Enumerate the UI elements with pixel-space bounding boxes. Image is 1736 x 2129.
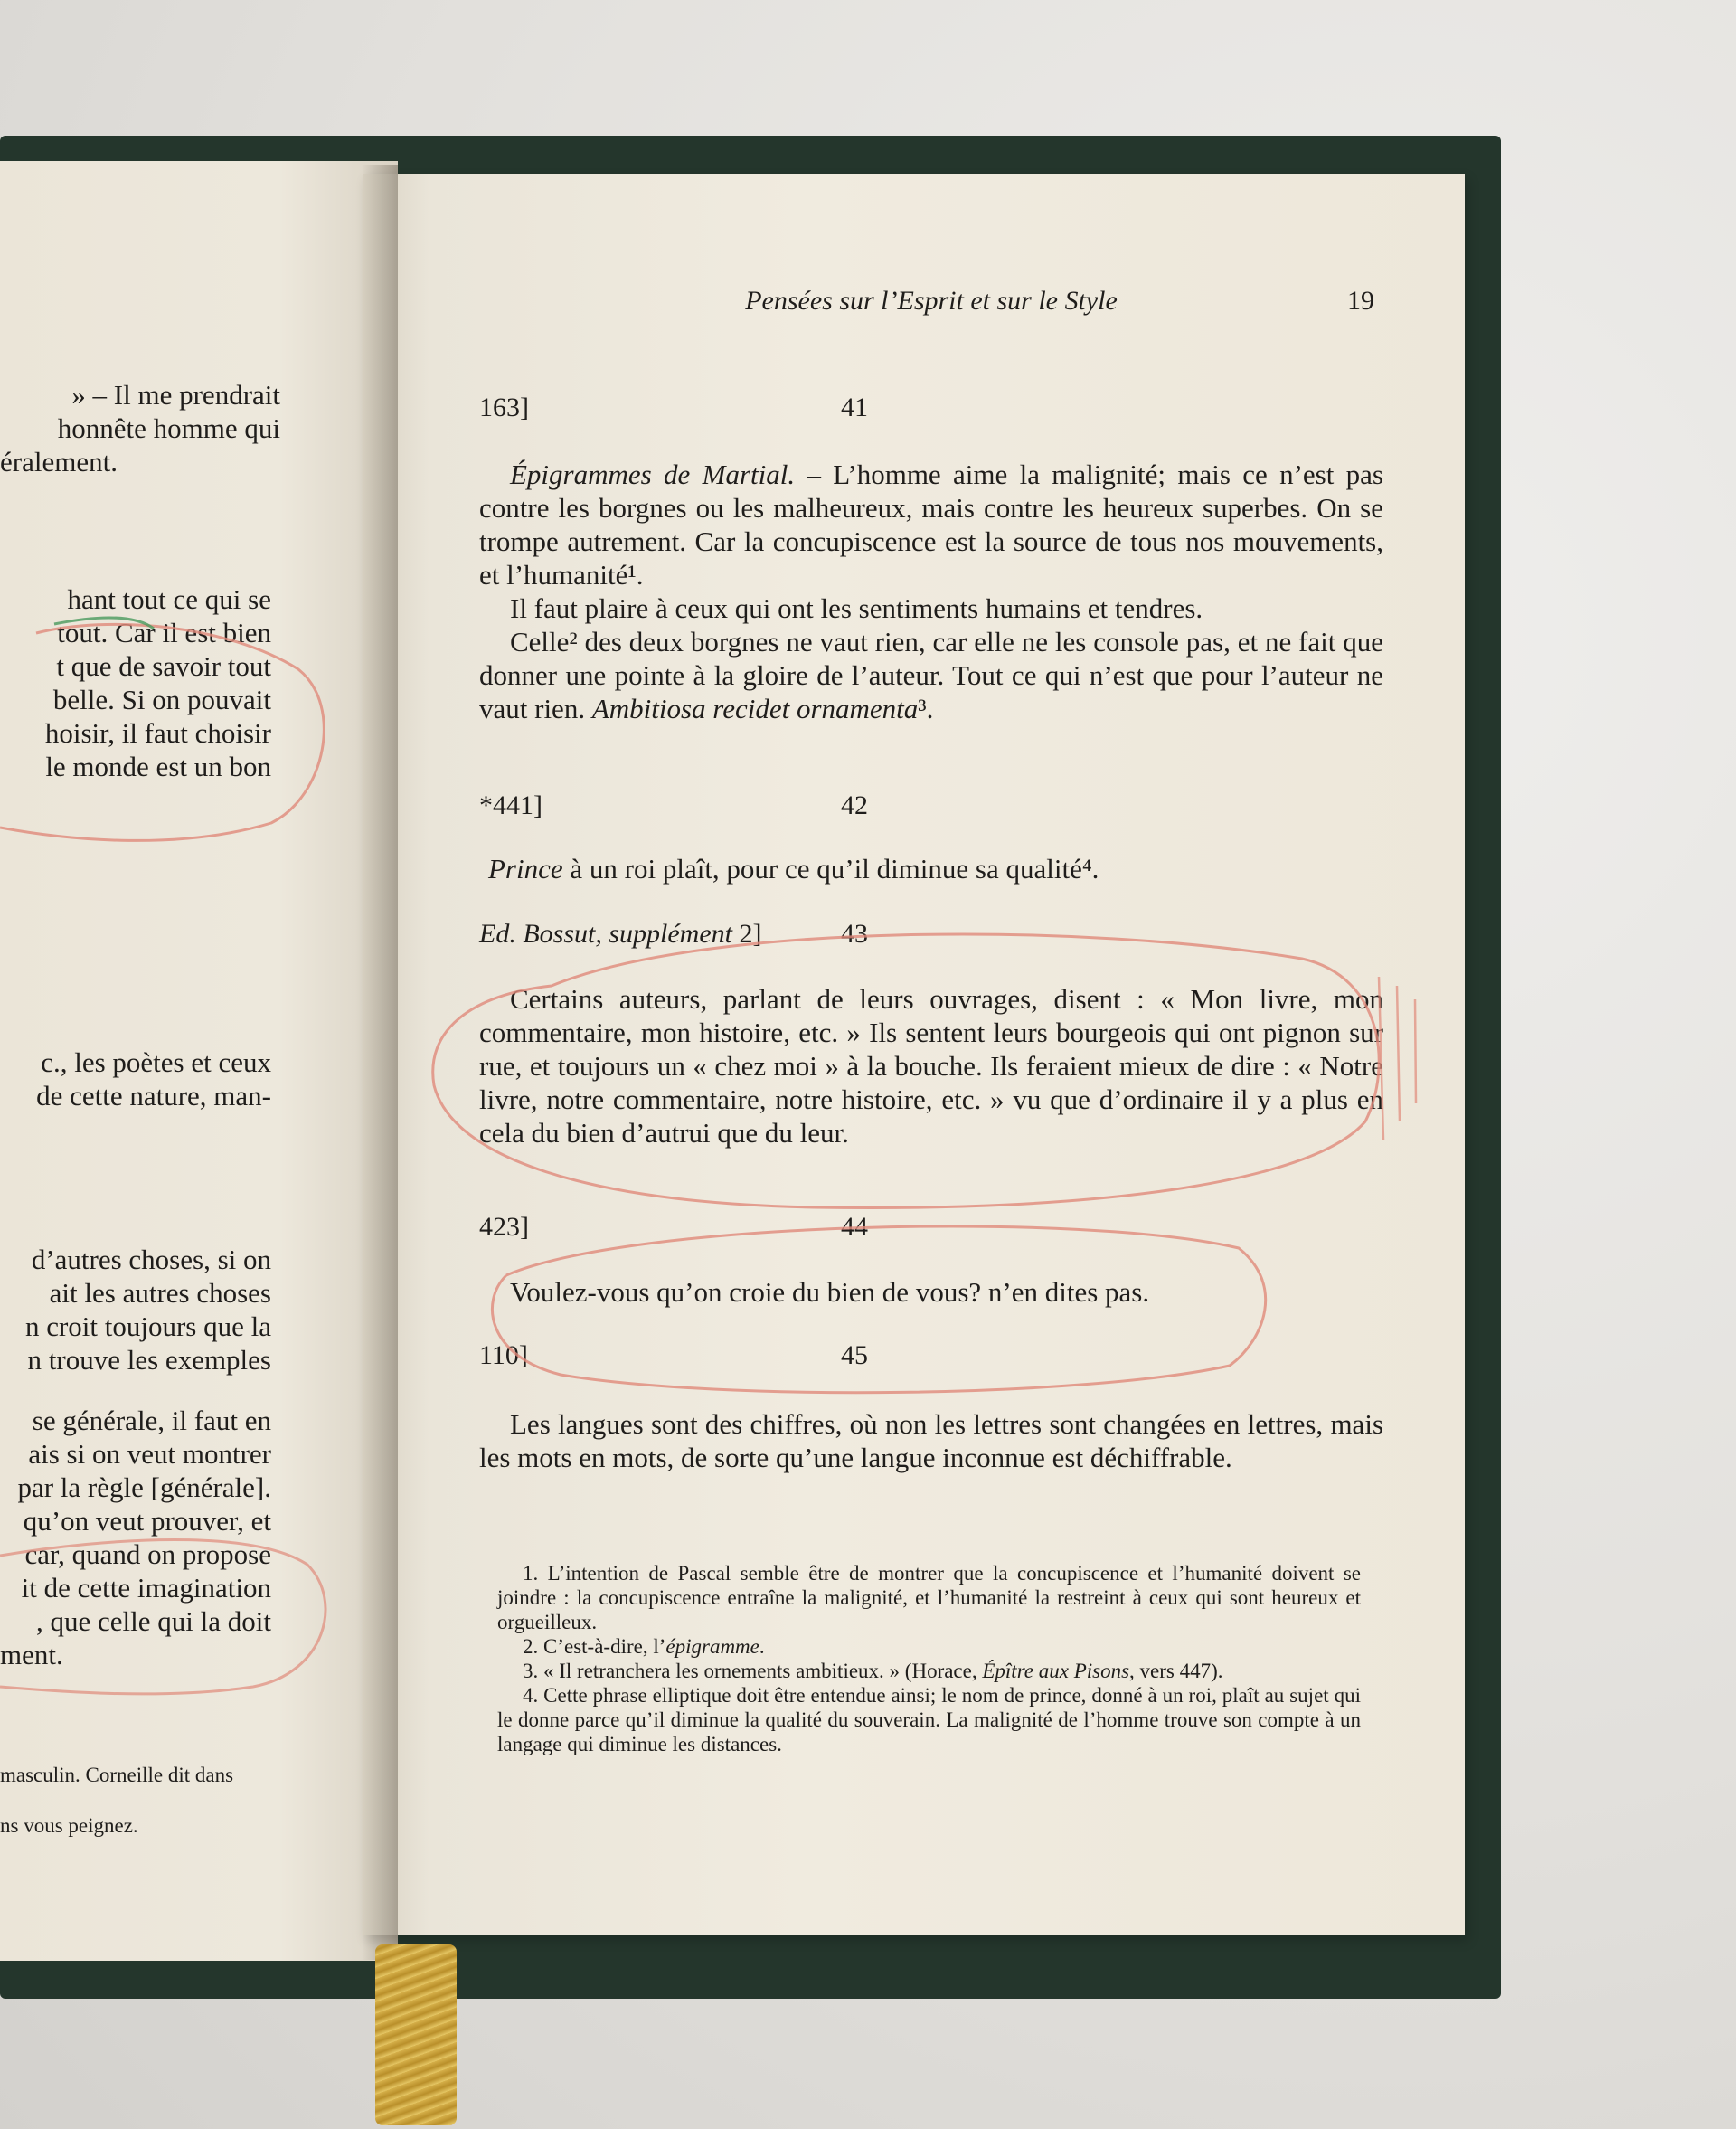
footnote-text: 3. « Il retranchera les ornements ambitieux. » (Horace,: [523, 1660, 983, 1682]
left-line: éralement.: [0, 446, 118, 478]
left-line: ns vous peignez.: [0, 1814, 138, 1837]
left-line: par la règle [générale].: [17, 1471, 271, 1503]
left-line: ment.: [0, 1639, 63, 1670]
entry-number: 44: [841, 1212, 868, 1242]
left-footnote-2: [0, 1809, 389, 1842]
left-line: hoisir, il faut choisir: [44, 717, 271, 749]
left-line: car, quand on propose: [24, 1538, 271, 1570]
italic-tail: Ambitiosa recidet ornamenta: [591, 693, 919, 724]
entry-number: 41: [841, 393, 868, 422]
entry-heading: [479, 1212, 1383, 1243]
left-line: de cette nature, man-: [36, 1080, 271, 1112]
left-text-block-1: [0, 378, 389, 478]
footnote-italic: épigramme: [665, 1635, 760, 1658]
left-line: ait les autres choses: [49, 1277, 271, 1309]
entry-body: [479, 1275, 1383, 1309]
entry-ref: [479, 919, 841, 950]
left-line: » – Il me prendrait: [71, 379, 280, 411]
footnote: [497, 1634, 1361, 1659]
paragraph-text: à un roi plaît, pour ce qu’il diminue sa qualité⁴.: [562, 853, 1099, 885]
entry-ref: 423]: [479, 1212, 529, 1242]
entry-body: [479, 852, 1383, 885]
footnote-mark: ³.: [918, 693, 934, 724]
left-line: c., les poètes et ceux: [41, 1046, 271, 1078]
left-line: n croit toujours que la: [24, 1311, 271, 1342]
footnote: 4. Cette phrase elliptique doit être entendue ainsi; le nom de prince, donné à un roi, plaît au sujet qui le donne parce qu’il diminue la qualité du souverain. La malignité de l’homme trouve son compte à un langage qui diminue les distances.: [497, 1684, 1361, 1755]
entry-number: 43: [841, 919, 868, 949]
left-line: t que de savoir tout: [56, 650, 271, 682]
page-number: 19: [1347, 286, 1374, 316]
paragraph: Les langues sont des chiffres, où non les lettres sont changées en lettres, mais les mots en mots, de sorte qu’une langue inconnue est déchiffrable.: [479, 1408, 1383, 1473]
left-line: d’autres choses, si on: [31, 1244, 271, 1275]
running-header: [479, 286, 1383, 317]
paragraph: [479, 852, 1383, 885]
left-line: n trouve les exemples: [27, 1344, 271, 1376]
left-line: se générale, il faut en: [32, 1405, 271, 1436]
paragraph: Voulez-vous qu’on croie du bien de vous? n’en dites pas.: [510, 1276, 1150, 1308]
left-text-block-4: [0, 1243, 389, 1377]
paragraph: [479, 625, 1383, 725]
left-line: honnête homme qui: [57, 412, 280, 444]
left-text-block-3: [0, 1046, 389, 1112]
paragraph-text: – L’homme aime la malignité; mais ce n’est pas contre les borgnes ou les malheureux, mais contre les heureux superbes. On se trompe autrement. Car la concupiscence est la source de tous nos mouvements, et l’humanité¹.: [479, 459, 1383, 591]
entry-heading: [479, 919, 1383, 950]
footnote-text: 2. C’est-à-dire, l’: [523, 1635, 666, 1658]
left-line: it de cette imagination: [21, 1572, 271, 1604]
entry-ref: 163]: [479, 393, 529, 422]
left-line: le monde est un bon: [45, 751, 271, 782]
ref-italic: Ed. Bossut, supplément: [479, 919, 732, 949]
footnote-tail: .: [759, 1635, 765, 1658]
entry-body: [479, 458, 1383, 725]
entry-heading: [479, 790, 1383, 821]
paragraph-text: Celle² des deux borgnes ne vaut rien, car elle ne les console pas, et ne fait que donner une pointe à la gloire de l’auteur. Tout ce qui n’est que pour l’auteur ne vaut rien.: [479, 626, 1383, 724]
left-line: masculin. Corneille dit dans: [0, 1764, 234, 1786]
entry-heading: [479, 393, 1383, 423]
footnote: 1. L’intention de Pascal semble être de montrer que la concupiscence et l’humanité doivent se joindre : la concupiscence entraîne la malignité, et l’humanité la restreint à ceux qui sont heureux et orgueilleux.: [497, 1562, 1361, 1633]
entry-number: 45: [841, 1340, 868, 1370]
entry-number: 42: [841, 790, 868, 820]
left-footnote-1: [0, 1758, 389, 1792]
footnote: [497, 1659, 1361, 1683]
running-title: Pensées sur l’Esprit et sur le Style: [745, 286, 1118, 316]
left-line: , que celle qui la doit: [36, 1605, 271, 1637]
left-line: belle. Si on pouvait: [52, 684, 271, 715]
footnotes: [497, 1561, 1361, 1756]
left-text-block-5: [0, 1404, 389, 1671]
paragraph: [479, 458, 1383, 591]
footnote-italic: Épître aux Pisons: [982, 1660, 1130, 1682]
italic-lead: Épigrammes de Martial.: [510, 459, 796, 490]
entry-ref: *441]: [479, 790, 542, 820]
left-line: tout. Car il est bien: [57, 617, 271, 648]
paragraph: Il faut plaire à ceux qui ont les sentiments humains et tendres.: [510, 592, 1203, 624]
entry-heading: [479, 1340, 1383, 1371]
ref-suffix: 2]: [731, 919, 762, 949]
entry-ref: 110]: [479, 1340, 528, 1370]
footnote-tail: , vers 447).: [1129, 1660, 1223, 1682]
bookmark-ribbon: [375, 1944, 457, 2125]
entry-body: [479, 982, 1383, 1150]
entry-body: [479, 1407, 1383, 1474]
paragraph: Certains auteurs, parlant de leurs ouvrages, disent : « Mon livre, mon commentaire, mon histoire, etc. » Ils sentent leurs bourgeois qui ont pignon sur rue, et toujours un « chez moi » à la bouche. Ils feraient mieux de dire : « Notre livre, notre commentaire, notre histoire, etc. » vu que d’ordinaire il y a plus en cela du bien d’autrui que du leur.: [479, 983, 1383, 1149]
italic-lead: Prince: [488, 853, 563, 885]
left-line: hant tout ce qui se: [67, 583, 271, 615]
left-line: qu’on veut prouver, et: [23, 1505, 271, 1537]
left-text-block-2: [0, 582, 389, 783]
left-line: ais si on veut montrer: [28, 1438, 271, 1470]
